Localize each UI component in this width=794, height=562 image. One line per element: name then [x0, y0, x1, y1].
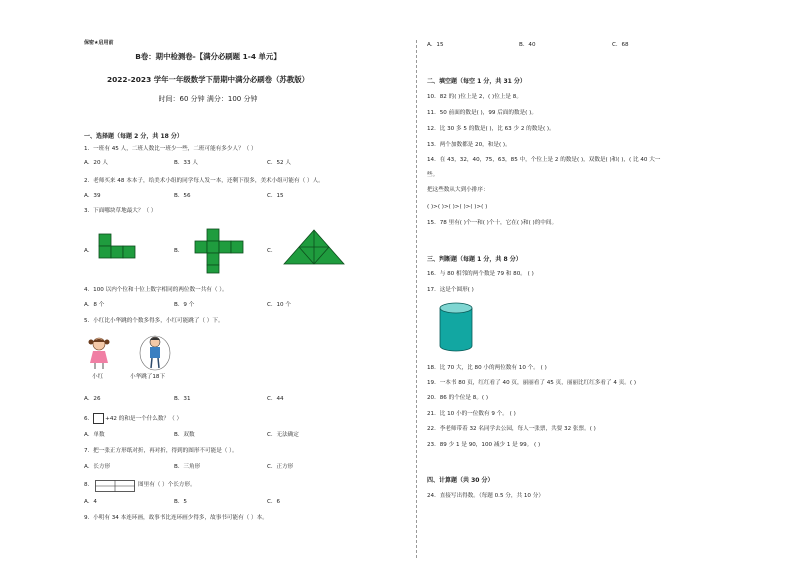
question-8-prefix: 8． [84, 482, 94, 488]
q7-option-a: A．长方形 [84, 464, 111, 470]
q6-option-b: B．双数 [174, 432, 195, 438]
q2-option-a: A．39 [84, 193, 101, 199]
q2-option-b: B．56 [174, 193, 191, 199]
question-14-cont: 些。 [427, 172, 439, 178]
question-3: 3．下面哪块草地最大？（ ） [84, 208, 157, 214]
question-20: 20．86 的个位是 8。( ) [427, 395, 489, 401]
q6-blank-box [93, 413, 104, 424]
question-4: 4．100 以内个位和十位上数字相同的两位数一共有（ ）。 [84, 287, 228, 293]
question-16: 16．与 80 相邻的两个数是 79 和 80。 ( ) [427, 271, 534, 277]
question-2: 2．老师买来 48 本本子，给美术小组的同学每人发一本，还剩下很多，美术小组可能有（ ）人。 [84, 178, 324, 184]
question-14-sort-blanks: ( )>( )>( )>( )>( )>( ) [427, 204, 488, 210]
column-divider [416, 40, 417, 558]
shape-a-l-shape [98, 233, 148, 265]
q1-option-c: C．52 人 [267, 160, 291, 166]
q8-option-b: B．5 [174, 499, 187, 505]
q8-option-a: A．4 [84, 499, 97, 505]
q3-option-c: C． [267, 248, 277, 254]
q9-option-a: A．15 [427, 42, 444, 48]
section-title-fill: 二、填空题（每空 1 分，共 31 分） [427, 78, 526, 85]
question-14-sort-instruction: 把这些数从大到小排序： [427, 187, 489, 193]
question-7: 7．把一张正方形纸对折，再对折，得到的图形不可能是（ ）。 [84, 448, 238, 454]
section-title-judge: 三、判断题（每题 1 分，共 8 分） [427, 256, 522, 263]
girl-figure-icon [86, 336, 112, 370]
question-18: 18．比 70 大，比 80 小的两位数有 10 个。 ( ) [427, 365, 547, 371]
question-11: 11．50 前面的数是( )，99 后面的数是( )。 [427, 110, 537, 116]
question-21: 21．比 10 小的一位数有 9 个。 ( ) [427, 411, 516, 417]
q9-option-b: B．40 [519, 42, 536, 48]
question-10: 10．82 的( )位上是 2，( )位上是 8。 [427, 94, 522, 100]
q2-option-c: C．15 [267, 193, 284, 199]
q6-option-a: A．单数 [84, 432, 105, 438]
question-1: 1．一班有 45 人，二班人数比一班少一些，二班可能有多少人？（ ） [84, 146, 257, 152]
q5-option-c: C．44 [267, 396, 284, 402]
shape-b-cross [193, 228, 245, 274]
shape-c-triangle [283, 228, 345, 266]
q1-option-b: B．33 人 [174, 160, 198, 166]
q6-option-c: C．无法确定 [267, 432, 299, 438]
q5-label-boy: 小华跳了18下 [130, 374, 166, 380]
q5-label-girl: 小红 [92, 374, 104, 380]
q5-option-a: A．26 [84, 396, 101, 402]
q6-prefix: 6． [84, 416, 94, 422]
q7-option-b: B．三角形 [174, 464, 201, 470]
exam-subtitle: 2022-2023 学年一年级数学下册期中满分必刷卷（苏教版） [107, 75, 309, 84]
question-24: 24．直接写出得数。（每题 0.5 分，共 10 分） [427, 493, 544, 499]
question-5: 5．小红比小华跳的个数多得多，小红可能跳了（ ）下。 [84, 318, 224, 324]
q3-option-b: B． [174, 248, 184, 254]
section-title-calc: 四、计算题（共 30 分） [427, 477, 494, 484]
cylinder-figure [439, 302, 473, 352]
q4-option-a: A．8 个 [84, 302, 105, 308]
boy-jump-rope-icon [138, 334, 172, 372]
q8-option-c: C．6 [267, 499, 281, 505]
time-score-line: 时间：60 分钟 满分：100 分钟 [158, 95, 258, 103]
question-9: 9．小明有 34 本连环画，故事书比连环画少得多，故事书可能有（ ）本。 [84, 515, 268, 521]
question-14: 14．在 43，32，40，75，63，85 中，个位上是 2 的数是( )，双数是( )和( )，( 比 40 大一 [427, 157, 661, 163]
question-23: 23．89 少 1 是 90，100 减少 1 是 99。 ( ) [427, 442, 541, 448]
q6-text: +42 的和是一个什么数？（ ） [105, 416, 183, 422]
section-title-choice: 一、选择题（每题 2 分，共 18 分） [84, 133, 183, 140]
question-19: 19．一本书 80 页，红红看了 40 页，丽丽看了 45 页，丽丽比红红多看了 4 页。( ) [427, 380, 637, 386]
question-8: 图里有（ ）个长方形。 [138, 482, 196, 488]
q4-option-b: B．9 个 [174, 302, 195, 308]
q4-option-c: C．10 个 [267, 302, 291, 308]
q9-option-c: C．68 [612, 42, 629, 48]
question-12: 12．比 30 多 5 的数是( )，比 63 少 2 的数是( )。 [427, 126, 555, 132]
question-13: 13．两个加数都是 20，和是( )。 [427, 142, 511, 148]
secret-label: 保密★启用前 [84, 40, 114, 46]
q5-option-b: B．31 [174, 396, 191, 402]
question-22: 22．李老师带着 32 名同学去公园，每人一张票，共要 32 张票。( ) [427, 426, 596, 432]
question-15: 15．78 里有( )个一和( )个十，它在( )和( )的中间。 [427, 220, 558, 226]
q7-option-c: C．正方形 [267, 464, 294, 470]
q3-option-a: A． [84, 248, 94, 254]
question-6 [84, 413, 182, 424]
question-17: 17．这是个圆形( ) [427, 287, 474, 293]
q1-option-a: A．20 人 [84, 160, 108, 166]
exam-title: B卷：期中检测卷-【满分必刷题 1-4 单元】 [135, 52, 281, 61]
q8-rectangle-figure [95, 480, 135, 492]
